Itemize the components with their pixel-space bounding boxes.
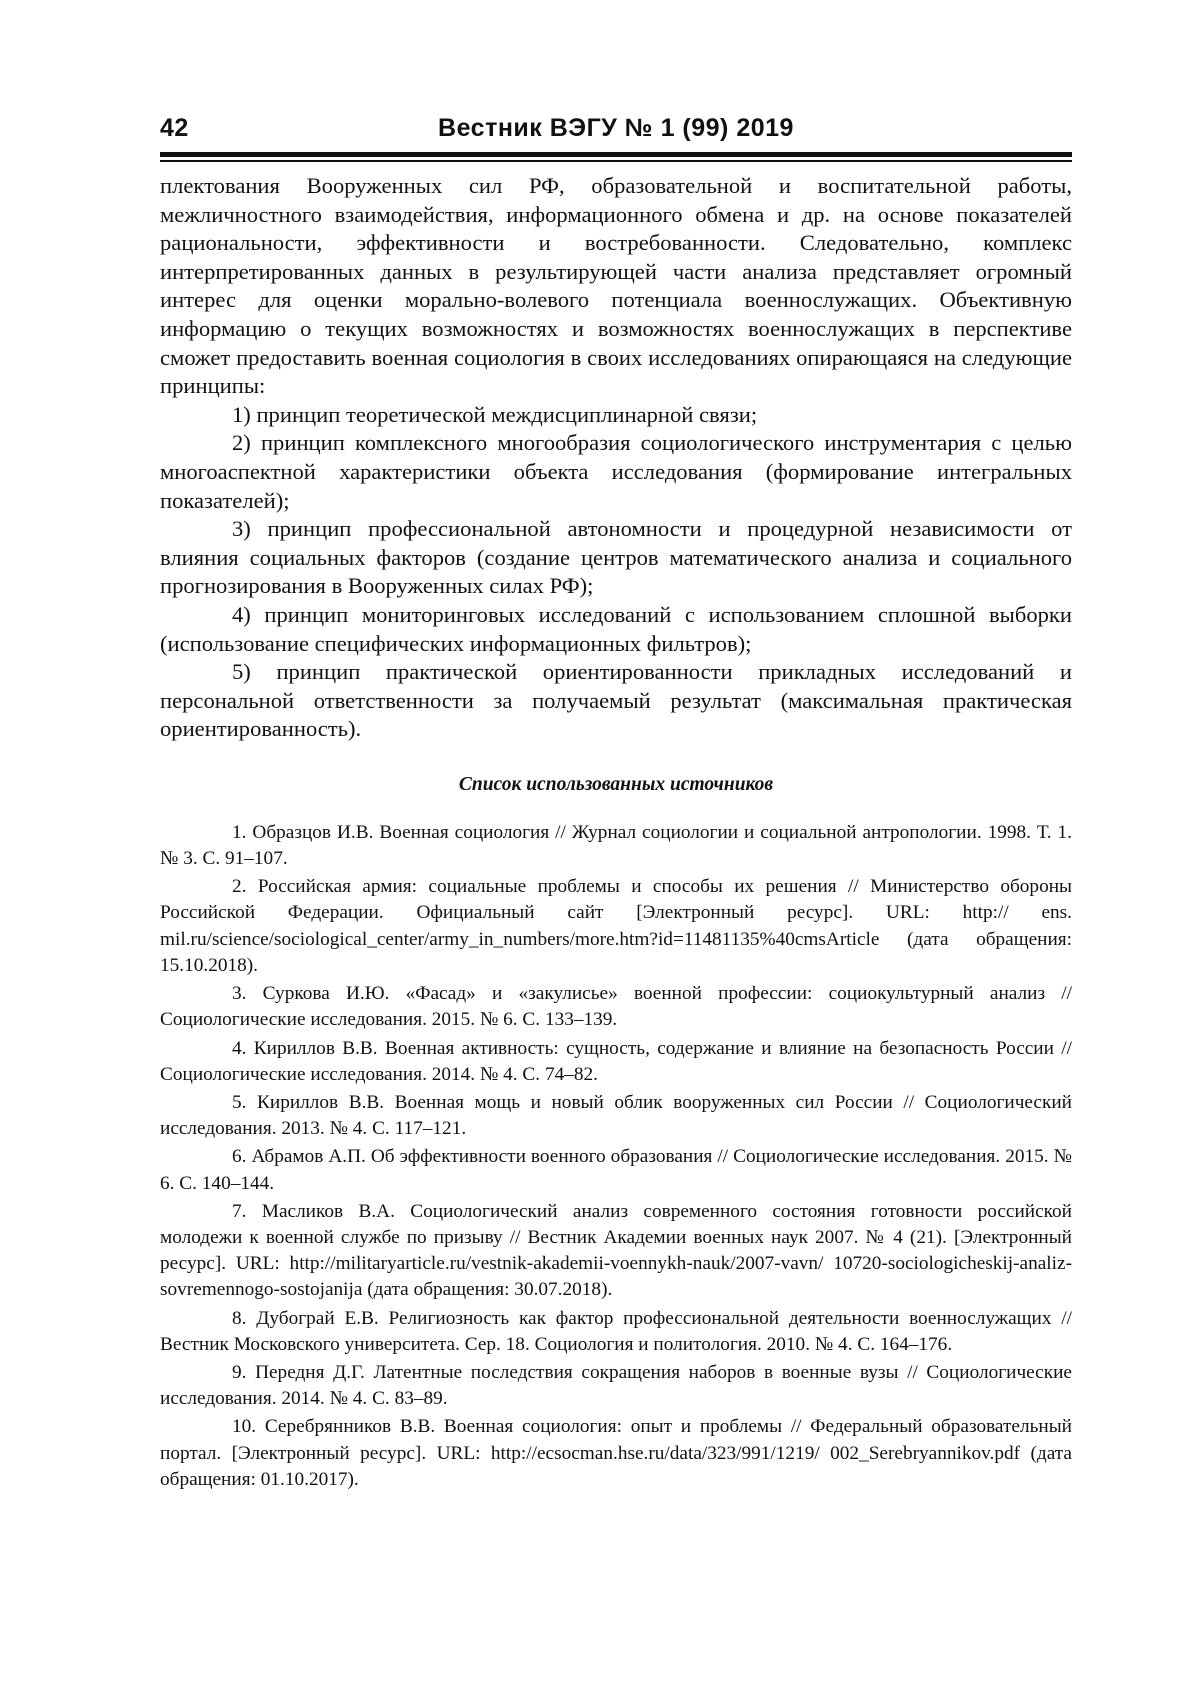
page-header: [160, 108, 1072, 148]
header-rule-thick: [160, 152, 1072, 157]
reference-item: 2. Российская армия: социальные проблемы и способы их решения // Министерство обороны Российской Федерации. Официальный сайт [Электронный ресурс]. URL: http:// ens. mil.ru/science/sociological_center/army_in_numbers/more.htm?id=11481135%40cmsArticle (дата обращения: 15.10.2018).: [160, 876, 1072, 976]
reference-item: 9. Передня Д.Г. Латентные последствия сокращения наборов в военные вузы // Социологические исследования. 2014. № 4. С. 83–89.: [160, 1361, 1072, 1410]
reference-item: 3. Суркова И.Ю. «Фасад» и «закулисье» военной профессии: социокультурный анализ // Социологические исследования. 2015. № 6. С. 133–139.: [160, 983, 1072, 1031]
reference-item: 8. Дубограй Е.В. Религиозность как фактор профессиональной деятельности военнослужащих // Вестник Московского университета. Сер. 18. Социология и политология. 2010. № 4. С. 164–176.: [160, 1307, 1072, 1355]
references-list: [160, 820, 1072, 1493]
principle-item-2: 2) принцип комплексного многообразия социологического инструментария с целью многоаспектной характеристики объекта исследования (формирование интегральных показателей);: [160, 430, 1072, 513]
reference-item: 10. Серебрянников В.В. Военная социология: опыт и проблемы // Федеральный образовательный портал. [Электронный ресурс]. URL: http://ecsocman.hse.ru/data/323/991/1219/ 002_Serebryannikov.pdf (дата обращения: 01.10.2017).: [160, 1416, 1072, 1490]
principle-item-5: 5) принцип практической ориентированности прикладных исследований и персональной ответственности за получаемый результат (максимальная практическая ориентированность).: [160, 659, 1072, 742]
references-title: Список использованных источников: [458, 773, 774, 795]
header-rule-thin: [160, 160, 1072, 162]
reference-item: 4. Кириллов В.В. Военная активность: сущность, содержание и влияние на безопасность России // Социологические исследования. 2014. № 4. С. 74–82.: [160, 1037, 1072, 1085]
page-number: 42: [160, 114, 189, 142]
main-text: [160, 172, 1072, 744]
journal-page: [160, 108, 1072, 1490]
reference-item: 1. Образцов И.В. Военная социология // Журнал социологии и социальной антропологии. 1998. Т. 1. № 3. С. 91–107.: [160, 821, 1072, 870]
principle-item-1: 1) принцип теоретической междисциплинарной связи;: [232, 401, 758, 427]
intro-paragraph: плектования Вооруженных сил РФ, образовательной и воспитательной работы, межличностного взаимодействия, информационного обмена и др. на основе показателей рациональности, эффективности и востребованности. Следовательно, комплекс интерпретированных данных в результирующей части анализа представляет огромный интерес для оценки морально-волевого потенциала военнослужащих. Объективную информацию о текущих возможностях и возможностях военнослужащих в перспективе сможет предоставить военная социология в своих исследованиях опирающаяся на следующие принципы:: [160, 173, 1072, 399]
principle-item-3: 3) принцип профессиональной автономности и процедурной независимости от влияния социальных факторов (создание центров математического анализа и социального прогнозирования в Вооруженных силах РФ);: [160, 516, 1072, 599]
reference-item: 6. Абрамов А.П. Об эффективности военного образования // Социологические исследования. 2015. № 6. С. 140–144.: [160, 1146, 1072, 1194]
article-body: [160, 172, 1072, 1495]
principle-item-4: 4) принцип мониторинговых исследований с использованием сплошной выборки (использование специфических информационных фильтров);: [160, 601, 1072, 656]
journal-title: Вестник ВЭГУ № 1 (99) 2019: [438, 114, 794, 142]
reference-item: 7. Масликов В.А. Социологический анализ современного состояния готовности российской молодежи к военной службе по призыву // Вестник Академии военных наук 2007. № 4 (21). [Электронный ресурс]. URL: http://militaryarticle.ru/vestnik-akademii-voennykh-nauk/2007-vavn/ 10720-sociologicheskij-analiz-sovremennogo-sostojanija (дата обращения: 30.07.2018).: [160, 1200, 1072, 1301]
reference-item: 5. Кириллов В.В. Военная мощь и новый облик вооруженных сил России // Социологический исследования. 2013. № 4. С. 117–121.: [160, 1091, 1072, 1140]
